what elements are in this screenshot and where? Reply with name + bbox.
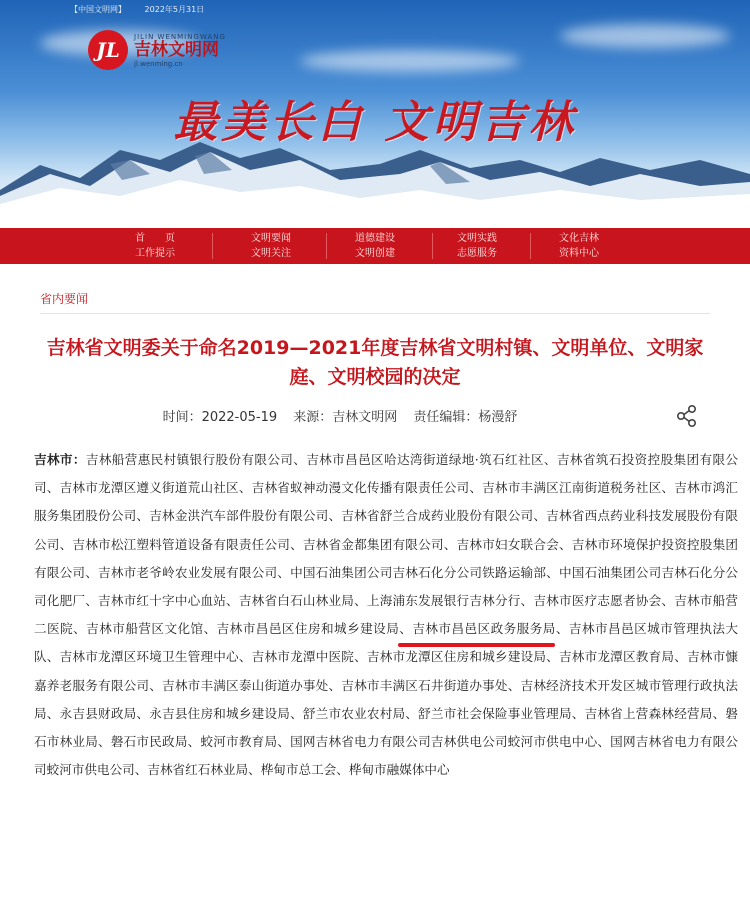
main-nav xyxy=(0,228,750,264)
divider xyxy=(40,313,710,314)
nav-civilization-creation[interactable]: 文明创建 xyxy=(355,248,395,259)
nav-data-center[interactable]: 资料中心 xyxy=(559,248,599,259)
nav-column xyxy=(534,231,624,261)
nav-divider xyxy=(530,233,531,259)
share-icon[interactable] xyxy=(676,404,698,428)
banner-slogan: 最美长白 文明吉林 xyxy=(173,97,577,148)
article-body-text: 吉林船营惠民村镇银行股份有限公司、吉林市昌邑区哈达湾街道绿地·筑石红社区、吉林省筑石投资控股集团有限公司、吉林市龙潭区遵义街道荒山社区、吉林省蚁神动漫文化传播有限责任公司、吉林市丰满区江南街道税务社区、吉林市鸿汇服务集团股份公司、吉林金洪汽车部件股份有限公司、吉林省舒兰合成药业股份有限公司、吉林省西点药业科技发展股份有限公司、吉林市松江塑料管道设备有限责任公司、吉林省金都集团有限公司、吉林市妇女联合会、吉林市环境保护投资控股集团有限公司、吉林市老爷岭农业发展有限公司、中国石油集团公司吉林石化分公司铁路运输部、中国石油集团公司吉林石化分公司化肥厂、吉林市红十字中心血站、吉林省白石山林业局、上海浦东发展银行吉林分行、吉林市医疗志愿者协会、吉林市船营二医院、吉林市船营区文化馆、吉林市昌邑区住房和城乡建设局、吉林市昌邑区政务服务局、吉林市昌邑区城市管理执法大队、吉林市龙潭区环境卫生管理中心、吉林市龙潭中医院、吉林市龙潭区住房和城乡建设局、吉林市龙潭区教育局、吉林市慷嘉养老服务有限公司、吉林市丰满区泰山街道办事处、吉林市丰满区石井街道办事处、吉林经济技术开发区城市管理行政执法局、永吉县财政局、永吉县住房和城乡建设局、舒兰市农业农村局、舒兰市社会保险事业管理局、吉林省上营森林经营局、磐石市林业局、磐石市民政局、蛟河市教育局、国网吉林省电力有限公司吉林供电公司蛟河市供电中心、国网吉林省电力有限公司蛟河市供电公司、吉林省红石林业局、桦甸市总工会、桦甸市融媒体中心 xyxy=(34,452,738,778)
nav-civilization-focus[interactable]: 文明关注 xyxy=(251,248,291,259)
cloud-decoration xyxy=(560,24,730,48)
nav-civilization-practice[interactable]: 文明实践 xyxy=(457,233,497,244)
logo-english: JILIN WENMINGWANG xyxy=(134,32,226,41)
article-editor: 责任编辑：杨漫舒 xyxy=(413,410,518,425)
source-tag: 【中国文明网】 xyxy=(70,5,126,14)
nav-column xyxy=(110,231,200,261)
logo-chinese: 吉林文明网 xyxy=(134,39,219,60)
header-date: 2022年5月31日 xyxy=(144,5,205,14)
article-source: 来源：吉林文明网 xyxy=(293,410,398,425)
highlight-underline xyxy=(398,643,555,647)
nav-moral-building[interactable]: 道德建设 xyxy=(355,233,395,244)
logo-url: jl.wenming.cn xyxy=(134,59,183,68)
city-label: 吉林市： xyxy=(34,452,86,467)
article-meta xyxy=(40,406,640,425)
nav-column xyxy=(330,231,420,261)
nav-culture-jilin[interactable]: 文化吉林 xyxy=(559,233,599,244)
nav-column xyxy=(226,231,316,261)
mountain-illustration xyxy=(0,130,750,228)
article-title: 吉林省文明委关于命名2019—2021年度吉林省文明村镇、文明单位、文明家庭、文明校园的决定 xyxy=(46,337,704,388)
nav-civilization-news[interactable]: 文明要闻 xyxy=(251,233,291,244)
breadcrumb[interactable]: 省内要闻 xyxy=(40,292,89,306)
nav-home[interactable]: 首 页 xyxy=(135,233,175,244)
nav-volunteer-service[interactable]: 志愿服务 xyxy=(457,248,497,259)
cloud-decoration xyxy=(300,50,520,72)
nav-divider xyxy=(326,233,327,259)
nav-column xyxy=(432,231,522,261)
top-meta xyxy=(70,4,220,15)
nav-divider xyxy=(212,233,213,259)
site-logo[interactable] xyxy=(88,30,226,70)
article-body xyxy=(34,446,738,784)
article-time: 时间：2022-05-19 xyxy=(162,410,278,425)
header-banner xyxy=(0,0,750,228)
logo-icon: JL xyxy=(88,30,128,70)
nav-work-tips[interactable]: 工作提示 xyxy=(135,248,175,259)
